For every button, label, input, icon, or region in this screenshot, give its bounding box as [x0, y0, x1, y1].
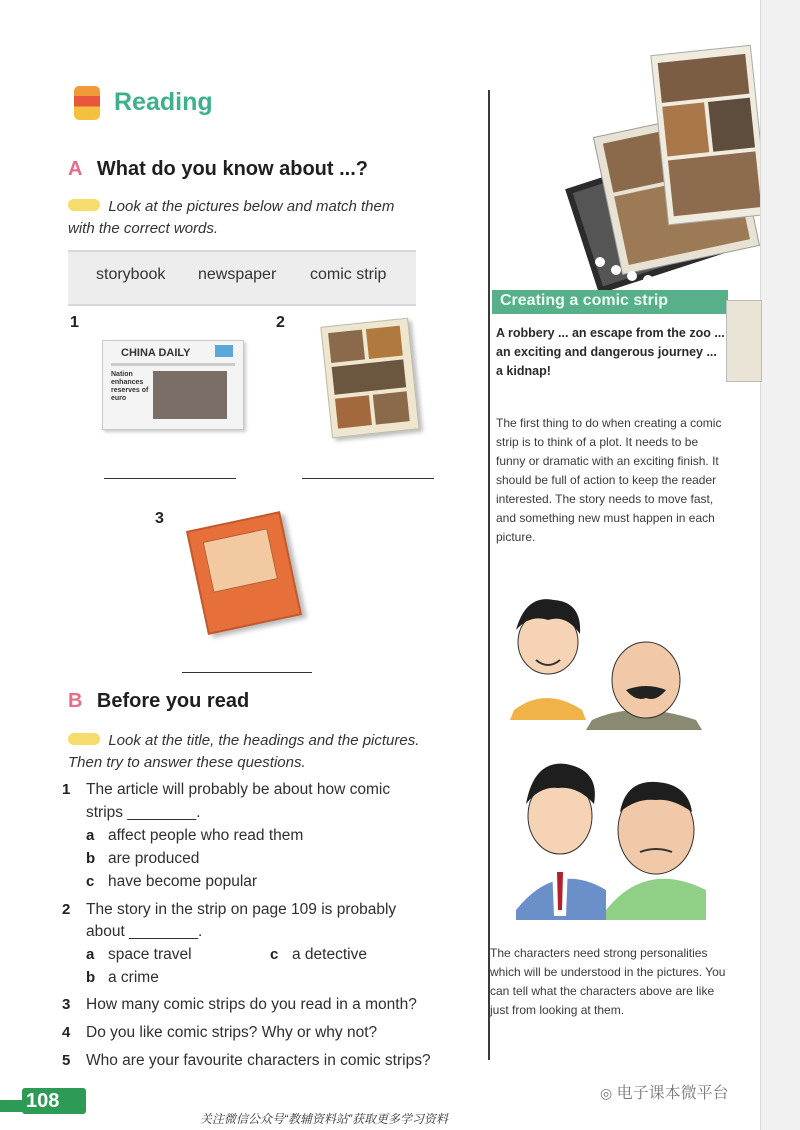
question-text: How many comic strips do you read in a month?: [86, 996, 417, 1013]
option-letter: a: [86, 946, 95, 963]
wechat-icon: ◎: [600, 1085, 613, 1101]
question-text: Who are your favourite characters in comic strips?: [86, 1052, 431, 1069]
section-a-instruction: [68, 196, 394, 240]
newspaper-headline: Nation enhances reserves of euro: [111, 371, 149, 402]
storybook-image: [186, 511, 302, 635]
answer-blank[interactable]: [302, 478, 434, 479]
question-text: strips ________.: [86, 804, 201, 821]
picture-number: 3: [155, 510, 164, 527]
word-option: newspaper: [198, 266, 277, 283]
comic-panel: [328, 330, 365, 363]
instruction-line: Look at the pictures below and match them: [108, 198, 395, 215]
section-b-letter: B: [68, 690, 83, 712]
newspaper-masthead: CHINA DAILY: [121, 347, 191, 359]
instruction-line: with the correct words.: [68, 220, 219, 237]
question-number: 4: [62, 1024, 71, 1041]
comic-pages-illustration: [560, 40, 760, 300]
page-title: Reading: [114, 88, 213, 116]
option-text: a detective: [292, 946, 367, 963]
newspaper-photo: [153, 371, 227, 419]
option-text: a crime: [108, 969, 159, 986]
question-number: 5: [62, 1052, 71, 1069]
watermark: [600, 1080, 729, 1103]
sidebar-paragraph: The characters need strong personalities which will be understood in the pictures. You can tell what the characters above are like just from looking at them.: [490, 946, 726, 1017]
option-text: affect people who read them: [108, 827, 304, 844]
comic-panel: [366, 326, 403, 359]
instruction-marker: [68, 199, 100, 211]
comic-panel: [373, 391, 410, 424]
book-icon: [74, 86, 100, 120]
question-text: Do you like comic strips? Why or why not?: [86, 1024, 378, 1041]
page-number: 108: [26, 1090, 60, 1112]
option-text: space travel: [108, 946, 192, 963]
sidebar-paragraph: The first thing to do when creating a comic strip is to think of a plot. It needs to be funny or dramatic with an exciting finish. It should be full of action to keep the reader interested. The story needs to move fast, and something new must happen in each picture.: [496, 416, 722, 544]
instruction-line: Then try to answer these questions.: [68, 754, 306, 771]
comic-panel: [332, 359, 407, 394]
page-edge: [760, 0, 800, 1130]
answer-blank[interactable]: [182, 672, 312, 673]
picture-number: 1: [70, 314, 79, 331]
option-letter: b: [86, 969, 96, 986]
option-letter: b: [86, 850, 96, 867]
newspaper-rule: [111, 363, 235, 366]
word-option: comic strip: [310, 266, 387, 283]
section-b-heading: [68, 690, 249, 713]
instruction-marker: [68, 733, 100, 745]
picture-number: 2: [276, 314, 285, 331]
instruction-line: Look at the title, the headings and the pictures.: [108, 732, 420, 749]
page-number-bar: [0, 1100, 24, 1112]
footer-notice: 关注微信公众号“教辅资料站”获取更多学习资料: [200, 1112, 448, 1126]
newspaper-image: [102, 340, 244, 430]
option-text: have become popular: [108, 873, 258, 890]
section-a-heading: [68, 158, 368, 181]
section-b-title: Before you read: [96, 690, 250, 712]
option-text: are produced: [108, 850, 200, 867]
question-text: The article will probably be about how comic: [86, 781, 391, 798]
newspaper-logo: [215, 345, 233, 357]
comic-panel: [335, 395, 372, 428]
option-letter: a: [86, 827, 95, 844]
section-a-title: What do you know about ...?: [96, 158, 368, 180]
watermark-text: 电子课本微平台: [616, 1085, 729, 1102]
question-number: 1: [62, 781, 71, 798]
question-text: The story in the strip on page 109 is probably: [86, 901, 397, 918]
column-divider: [488, 90, 490, 1060]
answer-blank[interactable]: [104, 478, 236, 479]
section-a-letter: A: [68, 158, 83, 180]
sidebar-intro: A robbery ... an escape from the zoo ... an exciting and dangerous journey ... a kidnap!: [496, 326, 725, 378]
option-letter: c: [270, 946, 279, 963]
word-option: storybook: [96, 266, 166, 283]
question-text: about ________.: [86, 923, 203, 940]
option-letter: c: [86, 873, 95, 890]
cartoon-characters-illustration: [496, 590, 712, 930]
comic-page-corner: [726, 300, 762, 382]
section-b-instruction: [68, 730, 419, 774]
question-number: 2: [62, 901, 71, 918]
storybook-cover-art: [203, 528, 278, 593]
comic-strip-image: [320, 318, 419, 439]
sidebar-banner-title: Creating a comic strip: [500, 292, 669, 309]
question-number: 3: [62, 996, 71, 1013]
